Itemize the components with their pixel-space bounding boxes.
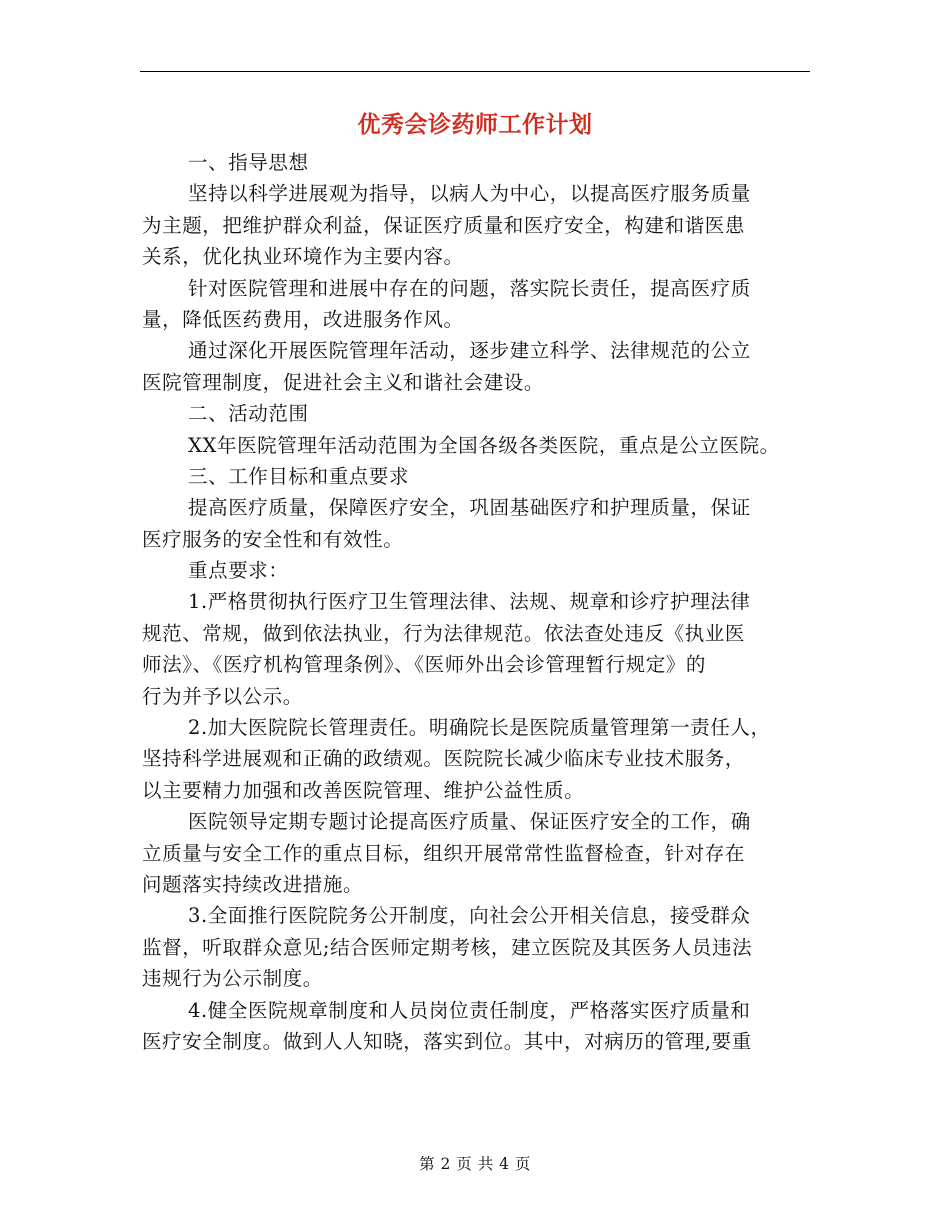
text-line: 2.加大医院院长管理责任。明确院长是医院质量管理第一责任人， (188, 716, 771, 740)
text-line: 监督，听取群众意见;结合医师定期考核，建立医院及其医务人员违法 (142, 935, 753, 959)
text-line: 通过深化开展医院管理年活动，逐步建立科学、法律规范的公立 (188, 339, 751, 363)
text-line: 规范、常规，做到依法执业，行为法律规范。依法查处违反《执业医 (142, 621, 746, 645)
text-line: 医院管理制度，促进社会主义和谐社会建设。 (142, 370, 545, 394)
text-line: XX年医院管理年活动范围为全国各级各类医院，重点是公立医院。 (188, 433, 780, 457)
header-rule (140, 71, 810, 72)
text-line: 关系，优化执业环境作为主要内容。 (142, 245, 464, 269)
text-line: 坚持科学进展观和正确的政绩观。医院院长减少临床专业技术服务， (142, 747, 746, 771)
text-line: 医院领导定期专题讨论提高医疗质量、保证医疗安全的工作，确 (188, 810, 751, 834)
text-line: 量，降低医药费用，改进服务作风。 (142, 307, 464, 331)
text-line: 医疗服务的安全性和有效性。 (142, 527, 404, 551)
text-line: 立质量与安全工作的重点目标，组织开展常常性监督检查，针对存在 (142, 841, 746, 865)
text-line: 师法》、《医疗机构管理条例》、《医师外出会诊管理暂行规定》的 (142, 653, 707, 677)
text-line: 医疗安全制度。做到人人知晓，落实到位。其中，对病历的管理,要重 (142, 1029, 752, 1053)
text-line: 提高医疗质量，保障医疗安全，巩固基础医疗和护理质量，保证 (188, 496, 751, 520)
document-title: 优秀会诊药师工作计划 (357, 111, 593, 138)
text-line: 坚持以科学进展观为指导，以病人为中心，以提高医疗服务质量 (188, 182, 751, 206)
text-line: 3.全面推行医院院务公开制度，向社会公开相关信息，接受群众 (188, 904, 751, 928)
text-line: 针对医院管理和进展中存在的问题，落实院长责任，提高医疗质 (188, 276, 751, 300)
text-line: 为主题，把维护群众利益，保证医疗质量和医疗安全，构建和谐医患 (142, 213, 746, 237)
text-line: 4.健全医院规章制度和人员岗位责任制度，严格落实医疗质量和 (188, 998, 751, 1022)
text-line: 一、指导思想 (188, 151, 309, 174)
text-line: 以主要精力加强和改善医院管理、维护公益性质。 (142, 778, 585, 802)
text-line: 行为并予以公示。 (142, 684, 303, 708)
text-line: 问题落实持续改进措施。 (142, 872, 364, 896)
page-footer: 第 2 页 共 4 页 (419, 1155, 531, 1173)
text-line: 二、活动范围 (188, 402, 309, 426)
document-body (142, 147, 810, 1057)
text-line: 重点要求： (188, 559, 289, 583)
text-line: 1.严格贯彻执行医疗卫生管理法律、法规、规章和诊疗护理法律 (188, 590, 751, 614)
text-line: 违规行为公示制度。 (142, 967, 323, 991)
text-line: 三、工作目标和重点要求 (188, 464, 410, 488)
